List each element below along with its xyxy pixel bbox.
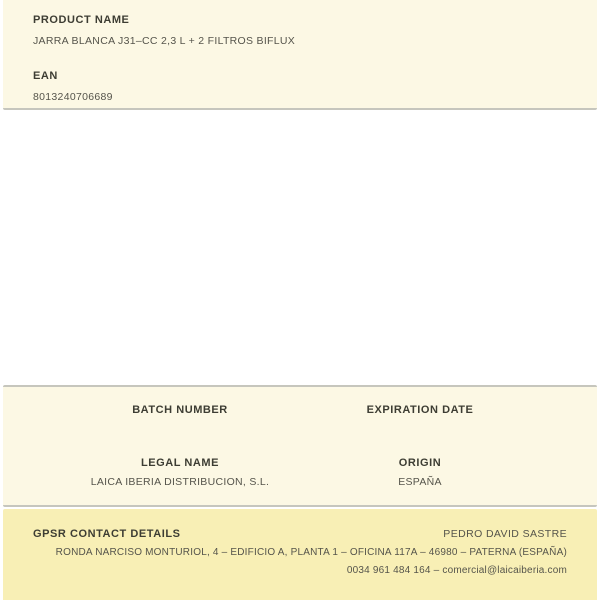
expiration-date-column xyxy=(300,404,540,416)
legal-name-column xyxy=(60,457,300,488)
legal-name-value: LAICA IBERIA DISTRIBUCION, S.L. xyxy=(90,476,270,488)
gpsr-footer-section xyxy=(3,509,597,600)
expiration-date-label: EXPIRATION DATE xyxy=(366,404,474,416)
ean-label: EAN xyxy=(33,70,58,82)
contact-address: RONDA NARCISO MONTURIOL, 4 – EDIFICIO A, PLANTA 1 – OFICINA 117A – 46980 – PATERNA (ESPAÑA) xyxy=(55,547,567,558)
gpsr-header-row xyxy=(33,528,567,540)
contact-name: PEDRO DAVID SASTRE xyxy=(443,528,567,540)
origin-label: ORIGIN xyxy=(398,457,442,469)
gpsr-contact-details-label: GPSR CONTACT DETAILS xyxy=(33,528,181,540)
ean-value: 8013240706689 xyxy=(33,91,113,103)
batch-details-section xyxy=(3,385,597,507)
batch-number-label: BATCH NUMBER xyxy=(132,404,228,416)
origin-value: ESPAÑA xyxy=(398,476,442,488)
legal-origin-row xyxy=(60,457,540,488)
batch-number-column xyxy=(60,404,300,416)
legal-name-label: LEGAL NAME xyxy=(140,457,220,469)
product-header-section xyxy=(3,0,597,110)
product-name-label: PRODUCT NAME xyxy=(33,14,130,26)
batch-expiration-row xyxy=(60,404,540,416)
product-name-value: JARRA BLANCA J31–CC 2,3 L + 2 FILTROS BIFLUX xyxy=(33,35,296,47)
contact-phone-email: 0034 961 484 164 – comercial@laicaiberia.com xyxy=(346,565,567,576)
origin-column xyxy=(300,457,540,488)
